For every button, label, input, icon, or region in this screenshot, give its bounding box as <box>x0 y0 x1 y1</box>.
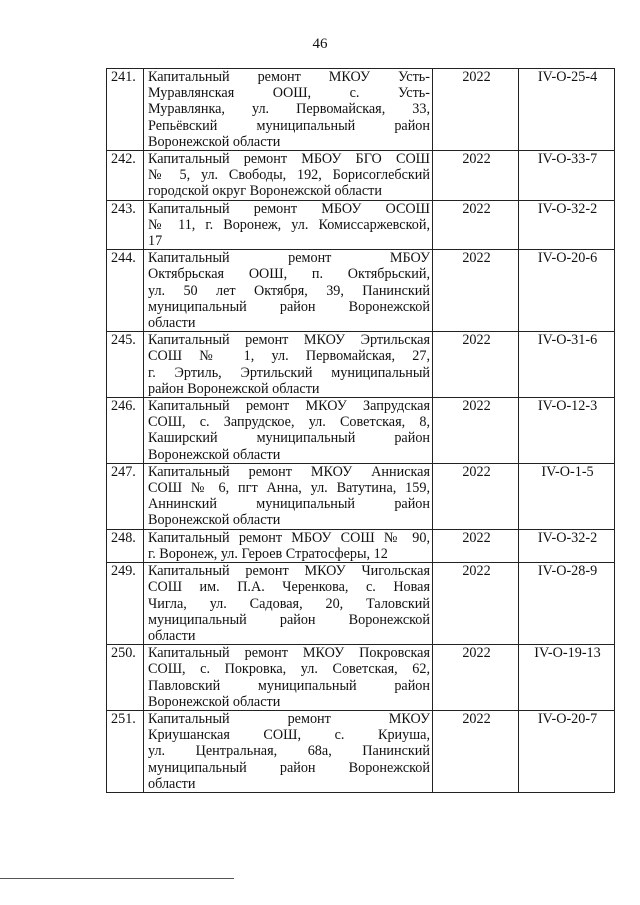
year-cell: 2022 <box>433 710 519 792</box>
year-cell: 2022 <box>433 563 519 645</box>
table-row <box>107 69 615 151</box>
description-line: СОШ № 1, ул. Первомайская, 27, <box>148 348 430 365</box>
year-cell: 2022 <box>433 151 519 201</box>
object-description <box>144 645 433 711</box>
description-line: Капитальный ремонт МКОУ Анниская <box>148 463 430 480</box>
code-cell: IV-O-12-3 <box>519 398 615 464</box>
description-line: СОШ, с. Покровка, ул. Советская, 62, <box>148 661 430 678</box>
table-row <box>107 529 615 562</box>
description-line: муниципальный район Воронежской <box>148 298 430 315</box>
description-line: ул. 50 лет Октября, 39, Панинский <box>148 282 430 299</box>
description-line: области <box>148 627 196 644</box>
year-cell: 2022 <box>433 645 519 711</box>
description-line: СОШ им. П.А. Черенкова, с. Новая <box>148 579 430 596</box>
year-cell: 2022 <box>433 463 519 529</box>
description-line: Воронежской области <box>148 133 281 150</box>
description-line: Криушанская СОШ, с. Криуша, <box>148 727 430 744</box>
year-cell: 2022 <box>433 250 519 332</box>
table-row <box>107 463 615 529</box>
description-line: Воронежской области <box>148 693 281 710</box>
row-number: 251. <box>107 710 144 792</box>
description-line: области <box>148 315 196 332</box>
row-number: 242. <box>107 151 144 201</box>
code-cell: IV-O-25-4 <box>519 69 615 151</box>
description-line: Капитальный ремонт МКОУ Эртильская <box>148 332 430 349</box>
code-cell: IV-O-33-7 <box>519 151 615 201</box>
description-line: ул. Центральная, 68а, Панинский <box>148 743 430 760</box>
description-line: Капитальный ремонт МБОУ ОСОШ <box>148 200 430 217</box>
code-cell: IV-O-28-9 <box>519 563 615 645</box>
code-cell: IV-O-32-2 <box>519 200 615 250</box>
table-body <box>107 69 615 793</box>
table-row <box>107 250 615 332</box>
objects-table <box>106 68 615 793</box>
table-row <box>107 398 615 464</box>
description-line: Капитальный ремонт МКОУ Усть- <box>148 69 430 85</box>
object-description <box>144 332 433 398</box>
description-line: муниципальный район Воронежской <box>148 759 430 776</box>
description-line: СОШ № 6, пгт Анна, ул. Ватутина, 159, <box>148 480 430 497</box>
description-line: Воронежской области <box>148 446 281 463</box>
description-line: Репьёвский муниципальный район <box>148 117 430 134</box>
description-line: Павловский муниципальный район <box>148 677 430 694</box>
object-description <box>144 529 433 562</box>
description-line: Чигла, ул. Садовая, 20, Таловский <box>148 595 430 612</box>
object-description <box>144 710 433 792</box>
year-cell: 2022 <box>433 529 519 562</box>
description-line: городской округ Воронежской области <box>148 183 382 200</box>
footer-divider <box>0 878 234 879</box>
description-line: г. Эртиль, Эртильский муниципальный <box>148 364 430 381</box>
object-description <box>144 69 433 151</box>
object-description <box>144 563 433 645</box>
table-row <box>107 563 615 645</box>
year-cell: 2022 <box>433 332 519 398</box>
code-cell: IV-O-1-5 <box>519 463 615 529</box>
row-number: 245. <box>107 332 144 398</box>
page-number: 46 <box>312 36 328 52</box>
year-cell: 2022 <box>433 398 519 464</box>
description-line: Муравлянская ООШ, с. Усть- <box>148 85 430 102</box>
row-number: 248. <box>107 529 144 562</box>
description-line: СОШ, с. Запрудское, ул. Советская, 8, <box>148 414 430 431</box>
description-line: Воронежской области <box>148 512 281 529</box>
object-description <box>144 250 433 332</box>
object-description <box>144 463 433 529</box>
description-line: № 11, г. Воронеж, ул. Комиссаржевской, <box>148 216 430 233</box>
description-line: 17 <box>148 233 163 250</box>
description-line: Капитальный ремонт МКОУ Запрудская <box>148 398 430 415</box>
table-row <box>107 332 615 398</box>
table-row <box>107 710 615 792</box>
row-number: 243. <box>107 200 144 250</box>
description-line: области <box>148 775 196 792</box>
description-line: Муравлянка, ул. Первомайская, 33, <box>148 101 430 118</box>
description-line: муниципальный район Воронежской <box>148 611 430 628</box>
year-cell: 2022 <box>433 69 519 151</box>
description-line: Капитальный ремонт МБОУ СОШ № 90, <box>148 529 430 546</box>
description-line: район Воронежской области <box>148 380 320 397</box>
code-cell: IV-O-32-2 <box>519 529 615 562</box>
table-row <box>107 200 615 250</box>
table-row <box>107 645 615 711</box>
code-cell: IV-O-19-13 <box>519 645 615 711</box>
row-number: 244. <box>107 250 144 332</box>
code-cell: IV-O-31-6 <box>519 332 615 398</box>
object-description <box>144 151 433 201</box>
description-line: Каширский муниципальный район <box>148 430 430 447</box>
year-cell: 2022 <box>433 200 519 250</box>
description-line: № 5, ул. Свободы, 192, Борисоглебский <box>148 167 430 184</box>
description-line: Аннинский муниципальный район <box>148 496 430 513</box>
row-number: 246. <box>107 398 144 464</box>
row-number: 241. <box>107 69 144 151</box>
description-line: Капитальный ремонт МКОУ Чигольская <box>148 563 430 580</box>
row-number: 249. <box>107 563 144 645</box>
description-line: Капитальный ремонт МКОУ Покровская <box>148 645 430 662</box>
description-line: Капитальный ремонт МКОУ <box>148 710 430 727</box>
row-number: 247. <box>107 463 144 529</box>
code-cell: IV-O-20-6 <box>519 250 615 332</box>
row-number: 250. <box>107 645 144 711</box>
description-line: г. Воронеж, ул. Героев Стратосферы, 12 <box>148 545 388 562</box>
code-cell: IV-O-20-7 <box>519 710 615 792</box>
table-row <box>107 151 615 201</box>
object-description <box>144 398 433 464</box>
description-line: Капитальный ремонт МБОУ БГО СОШ <box>148 151 430 168</box>
description-line: Капитальный ремонт МБОУ <box>148 250 430 267</box>
description-line: Октябрьская ООШ, п. Октябрьский, <box>148 266 430 283</box>
object-description <box>144 200 433 250</box>
